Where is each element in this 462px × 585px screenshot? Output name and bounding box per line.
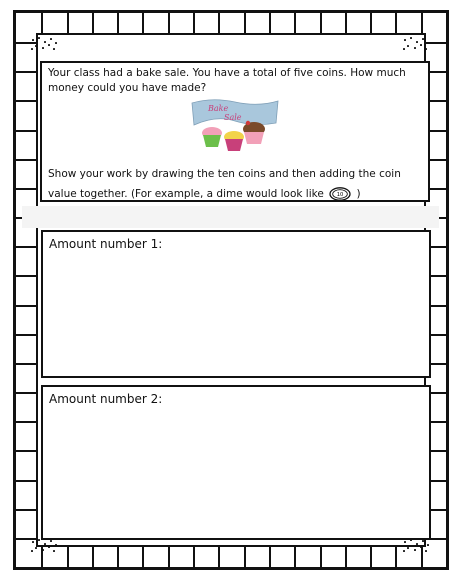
problem-box: [40, 61, 430, 202]
cupcake-brown: [243, 122, 265, 144]
frame-brick-line: [269, 547, 271, 567]
frame-brick-line: [320, 547, 322, 567]
frame-brick-line: [16, 450, 36, 452]
speckle-dot: [42, 549, 44, 551]
frame-brick-line: [395, 13, 397, 33]
corner-speckle-top-right: [402, 36, 430, 50]
frame-brick-line: [16, 305, 36, 307]
speckle-dot: [414, 47, 416, 49]
amount-2-label: Amount number 2:: [49, 392, 163, 406]
speckle-dot: [32, 39, 34, 41]
frame-brick-line: [193, 13, 195, 33]
speckle-dot: [42, 47, 44, 49]
speckle-dot: [422, 540, 424, 542]
amount-2-box[interactable]: [41, 385, 431, 540]
frame-brick-line: [345, 13, 347, 33]
frame-brick-line: [67, 13, 69, 33]
frame-brick-line: [168, 547, 170, 567]
speckle-dot: [50, 38, 52, 40]
speckle-dot: [422, 38, 424, 40]
corner-speckle-top-left: [30, 36, 58, 50]
bake-sale-illustration: [190, 97, 280, 153]
frame-brick-line: [421, 13, 423, 33]
frame-brick-line: [16, 275, 36, 277]
frame-brick-line: [92, 547, 94, 567]
speckle-dot: [31, 550, 33, 552]
frame-brick-line: [244, 13, 246, 33]
dime-example-icon: [329, 187, 351, 201]
frame-brick-line: [370, 13, 372, 33]
speckle-dot: [38, 37, 40, 39]
section-divider: [22, 206, 439, 228]
banner-word-sale: Sale: [224, 113, 242, 122]
speckle-dot: [407, 45, 409, 47]
frame-brick-line: [16, 100, 36, 102]
frame-brick-line: [294, 547, 296, 567]
frame-brick-line: [218, 547, 220, 567]
frame-brick-line: [16, 188, 36, 190]
speckle-dot: [44, 41, 46, 43]
frame-brick-line: [16, 421, 36, 423]
speckle-dot: [425, 550, 427, 552]
corner-speckle-bottom-left: [30, 538, 58, 552]
dime-value: 10: [336, 192, 344, 199]
frame-brick-line: [16, 159, 36, 161]
speckle-dot: [414, 549, 416, 551]
frame-brick-line: [320, 13, 322, 33]
frame-left-bricks: [16, 13, 36, 567]
frame-brick-line: [142, 13, 144, 33]
cupcake-pink: [202, 127, 222, 147]
corner-speckle-bottom-right: [402, 538, 430, 552]
speckle-dot: [416, 41, 418, 43]
speckle-dot: [31, 48, 33, 50]
frame-brick-line: [193, 547, 195, 567]
speckle-dot: [404, 541, 406, 543]
frame-brick-line: [218, 13, 220, 33]
frame-brick-line: [67, 547, 69, 567]
frame-brick-line: [41, 13, 43, 33]
frame-bottom-bricks: [16, 547, 446, 567]
frame-brick-line: [294, 13, 296, 33]
speckle-dot: [55, 42, 57, 44]
speckle-dot: [410, 37, 412, 39]
speckle-dot: [416, 543, 418, 545]
speckle-dot: [420, 546, 422, 548]
frame-brick-line: [16, 363, 36, 365]
speckle-dot: [48, 44, 50, 46]
frame-brick-line: [117, 547, 119, 567]
frame-brick-line: [244, 547, 246, 567]
speckle-dot: [403, 550, 405, 552]
instructions: [48, 164, 424, 204]
speckle-dot: [427, 544, 429, 546]
frame-brick-line: [92, 13, 94, 33]
speckle-dot: [35, 547, 37, 549]
frame-brick-line: [16, 509, 36, 511]
speckle-dot: [53, 48, 55, 50]
frame-top-bricks: [16, 13, 446, 33]
frame-brick-line: [168, 13, 170, 33]
speckle-dot: [53, 550, 55, 552]
amount-1-box[interactable]: [41, 230, 431, 378]
frame-brick-line: [16, 246, 36, 248]
speckle-dot: [50, 540, 52, 542]
banner-word-bake: Bake: [208, 104, 229, 113]
problem-text: Your class had a bake sale. You have a total of five coins. How much money could you have made?: [48, 67, 406, 94]
frame-brick-line: [16, 392, 36, 394]
frame-brick-line: [370, 547, 372, 567]
frame-brick-line: [117, 13, 119, 33]
amount-1-label: Amount number 1:: [49, 237, 163, 251]
speckle-dot: [420, 44, 422, 46]
frame-brick-line: [16, 334, 36, 336]
instructions-text: Show your work by drawing the ten coins and then adding the coin value together. (For example, a dime would look like: [48, 168, 401, 200]
frame-brick-line: [16, 130, 36, 132]
cupcake-yellow: [224, 131, 244, 151]
speckle-dot: [407, 547, 409, 549]
frame-brick-line: [269, 13, 271, 33]
speckle-dot: [425, 48, 427, 50]
speckle-dot: [32, 541, 34, 543]
speckle-dot: [35, 45, 37, 47]
frame-brick-line: [142, 547, 144, 567]
cherry: [246, 121, 250, 125]
speckle-dot: [55, 544, 57, 546]
frame-brick-line: [16, 480, 36, 482]
frame-brick-line: [345, 547, 347, 567]
speckle-dot: [38, 539, 40, 541]
frame-brick-line: [16, 71, 36, 73]
speckle-dot: [427, 42, 429, 44]
speckle-dot: [404, 39, 406, 41]
instructions-close-paren: ): [356, 188, 361, 200]
speckle-dot: [403, 48, 405, 50]
frame-brick-line: [395, 547, 397, 567]
speckle-dot: [48, 546, 50, 548]
speckle-dot: [44, 543, 46, 545]
